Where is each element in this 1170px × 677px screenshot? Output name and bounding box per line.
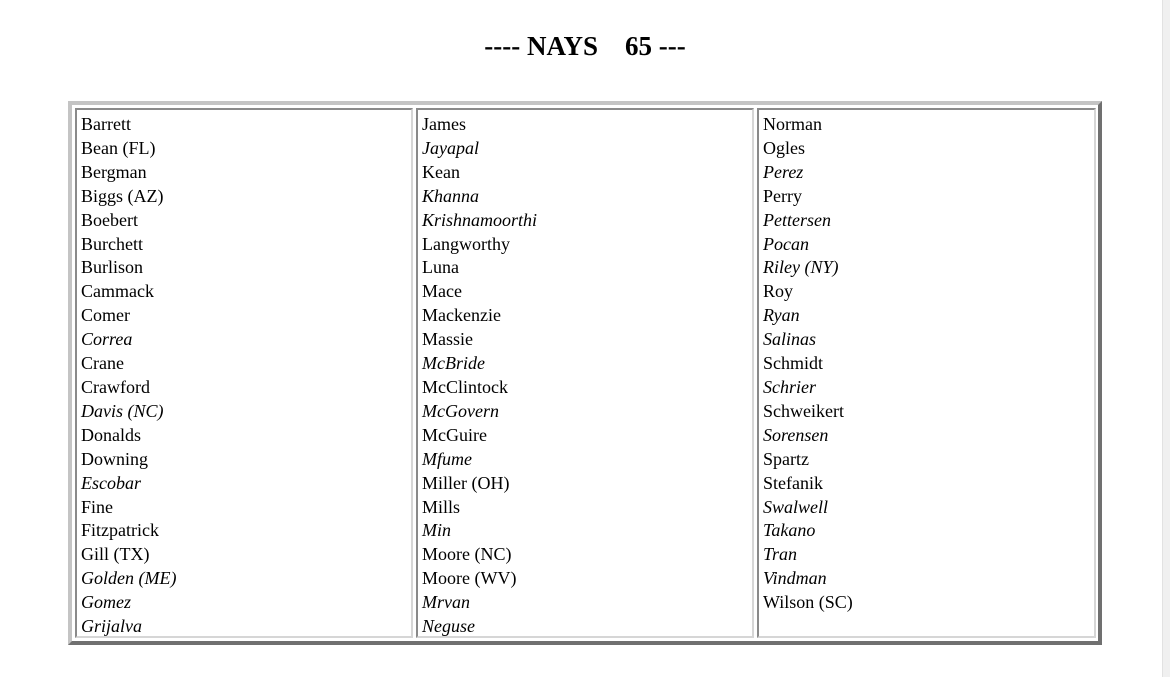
member-name: Pettersen [763,209,831,230]
member-name: Roy [763,281,794,302]
member-name: McGovern [422,400,499,421]
member-name: Bergman [81,161,147,182]
member-name: Neguse [422,616,475,637]
member-name: Ryan [763,305,800,326]
member-list-1 [77,110,411,639]
member-name: Perry [763,185,802,206]
member-name: Schmidt [763,353,824,374]
member-name: McGuire [422,424,487,445]
member-name: Min [422,520,451,541]
member-name: Jayapal [422,137,479,158]
member-name: Gill (TX) [81,544,150,565]
member-name: Mills [422,496,461,517]
member-name: Grijalva [81,616,142,637]
member-list-3 [759,110,1094,615]
member-name: Ogles [763,137,805,158]
member-name: Downing [81,448,148,469]
member-name: Fine [81,496,114,517]
member-name: Miller (OH) [422,472,510,493]
member-name: Correa [81,329,133,350]
member-name: Davis (NC) [81,400,164,421]
member-name: Norman [763,114,822,134]
member-name: Burchett [81,233,143,254]
member-name: Schweikert [763,400,844,421]
member-column-1 [75,108,413,638]
member-name: Spartz [763,448,809,469]
member-name: Crawford [81,376,150,397]
member-name: Schrier [763,376,816,397]
member-name: Donalds [81,424,141,445]
member-name: Salinas [763,329,817,350]
member-name: Gomez [81,592,131,613]
member-name: Mackenzie [422,305,501,326]
member-name: Moore (WV) [422,568,517,589]
member-name: Fitzpatrick [81,520,159,541]
member-name: Wilson (SC) [763,592,853,613]
member-name: Crane [81,353,124,374]
member-name: Barrett [81,114,131,134]
member-name: Cammack [81,281,154,302]
member-name: Burlison [81,257,144,278]
member-name: Bean (FL) [81,137,156,158]
nays-table [68,101,1102,645]
member-name: Stefanik [763,472,823,493]
member-name: Moore (NC) [422,544,512,565]
member-name: Vindman [763,568,827,589]
member-name: Massie [422,329,473,350]
member-name: Tran [763,544,798,565]
member-name: Boebert [81,209,138,230]
member-name: Krishnamoorthi [422,209,538,230]
member-name: Golden (ME) [81,568,177,589]
nays-heading: ---- NAYS 65 --- [484,31,686,61]
member-name: Kean [422,161,460,182]
member-name: Biggs (AZ) [81,185,164,206]
member-name: Takano [763,520,816,541]
member-name: Comer [81,305,130,326]
member-name: Luna [422,257,459,278]
member-name: Riley (NY) [763,257,839,278]
member-name: Pocan [763,233,809,254]
member-name: James [422,114,466,134]
member-name: Mrvan [422,592,470,613]
member-name: McBride [422,353,485,374]
member-list-2 [418,110,752,639]
member-name: Perez [763,161,804,182]
page-scrollbar[interactable] [1162,0,1170,677]
member-name: Swalwell [763,496,829,517]
member-column-3 [757,108,1096,638]
member-name: Escobar [81,472,141,493]
member-name: Mfume [422,448,472,469]
member-name: Sorensen [763,424,829,445]
member-name: McClintock [422,376,508,397]
member-name: Langworthy [422,233,510,254]
member-name: Khanna [422,185,480,206]
member-name: Mace [422,281,462,302]
member-column-2 [416,108,754,638]
